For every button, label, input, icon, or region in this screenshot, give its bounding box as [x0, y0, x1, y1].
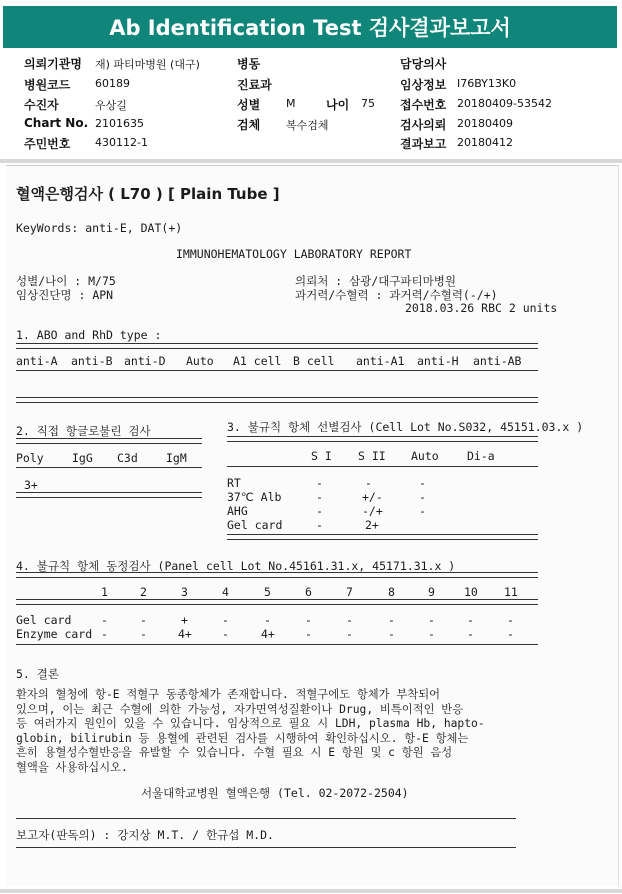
panel-cell: -: [264, 613, 271, 627]
panel-header: 3: [181, 585, 188, 599]
panel-cell: 4+: [178, 627, 192, 641]
patient-info-header: [0, 52, 622, 156]
panel-cell: -: [346, 613, 353, 627]
single-rule: [227, 466, 538, 467]
dat-value: 3+: [24, 478, 38, 492]
diagnosis: 임상진단명 : APN: [16, 288, 114, 302]
transfusion-history-detail: 2018.03.26 RBC 2 units: [405, 301, 558, 315]
clinical-info-label: 임상정보: [400, 78, 447, 92]
single-rule: [16, 370, 538, 371]
screen-cell: -: [419, 490, 426, 504]
divider: [0, 159, 622, 163]
keywords: KeyWords: anti-E, DAT(+): [16, 221, 183, 235]
specimen-label: 검체: [237, 118, 261, 132]
dat-header: C3d: [117, 451, 138, 465]
double-rule: [16, 343, 538, 349]
bottom-divider: [0, 889, 622, 893]
dat-header: IgG: [72, 451, 93, 465]
abo-header: anti-D: [124, 354, 166, 368]
screen-header: Di-a: [467, 449, 495, 463]
panel-cell: -: [140, 613, 147, 627]
panel-cell: 4+: [261, 627, 275, 641]
screen-cell: -: [316, 518, 323, 532]
panel-cell: -: [428, 613, 435, 627]
reporter: 보고자(판독의) : 강지상 M.T. / 한규섭 M.D.: [16, 828, 274, 842]
single-rule: [16, 818, 516, 819]
section-panel: 4. 불규칙 항체 동정검사 (Panel cell Lot No.45161.31.x, 45171.31.x ): [16, 559, 456, 573]
single-rule: [16, 467, 202, 468]
report-date-label: 결과보고: [400, 137, 447, 151]
abo-header: B cell: [293, 354, 335, 368]
requester: 의뢰처 : 삼광/대구파티마병원: [295, 274, 457, 288]
screen-header: Auto: [411, 449, 439, 463]
panel-cell: +: [181, 613, 188, 627]
panel-header: 7: [346, 585, 353, 599]
panel-cell: -: [346, 627, 353, 641]
receipt-no-value: 20180409-53542: [457, 97, 552, 110]
patient-label: 수진자: [24, 98, 59, 112]
section-abo: 1. ABO and RhD type :: [16, 328, 162, 342]
screen-cell: -: [365, 476, 372, 490]
abo-header: anti-B: [71, 354, 113, 368]
hospital-code-value: 60189: [95, 77, 130, 90]
screen-cell: -: [316, 490, 323, 504]
abo-header: anti-A: [16, 354, 58, 368]
chart-no-value: 2101635: [95, 117, 144, 130]
hospital-contact: 서울대학교병원 혈액은행 (Tel. 02-2072-2504): [141, 786, 409, 800]
panel-row-label: Enzyme card: [16, 627, 93, 641]
panel-header: 2: [140, 585, 147, 599]
abo-header: anti-AB: [473, 354, 522, 368]
sex-age: 성별/나이 : M/75: [16, 274, 116, 288]
report-heading: 혈액은행검사 ( L70 ) [ Plain Tube ]: [16, 185, 280, 203]
conclusion-text: 환자의 혈청에 항-E 적혈구 동종항체가 존재합니다. 적혈구에도 항체가 부착되어 있으며, 이는 최근 수혈에 의한 가능성, 자가면역성질환이나 Drug, 비특이적인 반응 등 여러가지 원인이 있을 수 있습니다. 임상적으로 필요 시 LDH, plasma Hb, hapto- globin, bilirubin 등 용혈에 관련된 검사를 시행하여 확인하십시오. 항-E 항체는 흔히 용혈성수혈반응을 유발할 수 있습니다. 수혈 필요 시 E 항원 및 c 항원 음성 혈액을 사용하십시오.: [16, 688, 485, 774]
abo-header: Auto: [186, 354, 214, 368]
panel-header: 1: [101, 585, 108, 599]
section-dat: 2. 직접 항글로불린 검사: [16, 424, 151, 438]
double-rule: [227, 436, 538, 442]
sex-label: 성별: [237, 98, 261, 112]
panel-cell: -: [507, 627, 514, 641]
panel-cell: -: [305, 613, 312, 627]
panel-header: 8: [388, 585, 395, 599]
panel-cell: -: [467, 613, 474, 627]
panel-header: 11: [504, 585, 518, 599]
panel-cell: -: [101, 627, 108, 641]
dat-header: Poly: [16, 451, 44, 465]
panel-header: 4: [222, 585, 229, 599]
clinical-info-value: I76BY13K0: [457, 77, 517, 90]
single-rule: [16, 644, 538, 645]
double-rule: [16, 572, 538, 578]
screen-cell: 2+: [365, 518, 379, 532]
double-rule: [16, 599, 538, 605]
age-value: 75: [361, 97, 375, 110]
department-label: 진료과: [237, 78, 272, 92]
double-rule: [227, 534, 538, 540]
panel-row-label: Gel card: [16, 613, 72, 627]
transfusion-history: 과거력/수혈력 : 과거력/수혈력(-/+): [295, 288, 498, 302]
section-screening: 3. 불규칙 항체 선별검사 (Cell Lot No.S032, 45151.03.x ): [227, 420, 584, 434]
panel-header: 5: [264, 585, 271, 599]
panel-cell: -: [140, 627, 147, 641]
panel-cell: -: [222, 627, 229, 641]
lab-title: IMMUNOHEMATOLOGY LABORATORY REPORT: [176, 247, 412, 261]
hospital-value: 재) 파티마병원 (대구): [95, 58, 200, 71]
screen-row-label: RT: [227, 476, 241, 490]
hospital-code-label: 병원코드: [24, 78, 71, 92]
panel-cell: -: [388, 627, 395, 641]
screen-cell: -: [419, 476, 426, 490]
dat-header: IgM: [166, 451, 187, 465]
screen-row-label: Gel card: [227, 518, 283, 532]
ward-label: 병동: [237, 57, 261, 71]
double-rule: [16, 492, 202, 498]
screen-cell: -: [419, 504, 426, 518]
panel-cell: -: [467, 627, 474, 641]
screen-row-label: AHG: [227, 504, 248, 518]
patient-value: 우상길: [95, 99, 127, 112]
request-date-label: 검사의뢰: [400, 118, 447, 132]
screen-cell: -: [316, 504, 323, 518]
panel-cell: -: [305, 627, 312, 641]
panel-header: 10: [464, 585, 478, 599]
screen-header: S I: [311, 449, 332, 463]
abo-header: anti-A1: [356, 354, 405, 368]
age-label: 나이: [326, 98, 350, 112]
panel-cell: -: [388, 613, 395, 627]
chart-no-label: Chart No.: [24, 116, 89, 130]
doctor-label: 담당의사: [400, 57, 447, 71]
panel-header: 6: [305, 585, 312, 599]
screen-header: S II: [358, 449, 386, 463]
report-date-value: 20180412: [457, 136, 513, 149]
resident-no-label: 주민번호: [24, 137, 71, 151]
sex-value: M: [286, 97, 296, 110]
screen-cell: +/-: [362, 490, 383, 504]
panel-cell: -: [428, 627, 435, 641]
double-rule: [16, 438, 202, 444]
screen-cell: -/+: [362, 504, 383, 518]
abo-header: A1 cell: [233, 354, 282, 368]
single-rule: [16, 847, 516, 848]
panel-cell: -: [101, 613, 108, 627]
screen-row-label: 37℃ Alb: [227, 490, 282, 504]
request-date-value: 20180409: [457, 117, 513, 130]
panel-cell: -: [222, 613, 229, 627]
specimen-value: 복수검체: [286, 119, 329, 132]
panel-cell: -: [507, 613, 514, 627]
abo-header: anti-H: [417, 354, 459, 368]
section-conclusion: 5. 결론: [16, 667, 59, 681]
resident-no-value: 430112-1: [95, 136, 148, 149]
screen-cell: -: [316, 476, 323, 490]
hospital-label: 의뢰기관명: [24, 57, 82, 71]
double-rule: [16, 397, 538, 403]
receipt-no-label: 접수번호: [400, 98, 447, 112]
panel-header: 9: [428, 585, 435, 599]
report-title: Ab Identification Test 검사결과보고서: [3, 6, 617, 48]
scanned-report: [6, 165, 619, 886]
